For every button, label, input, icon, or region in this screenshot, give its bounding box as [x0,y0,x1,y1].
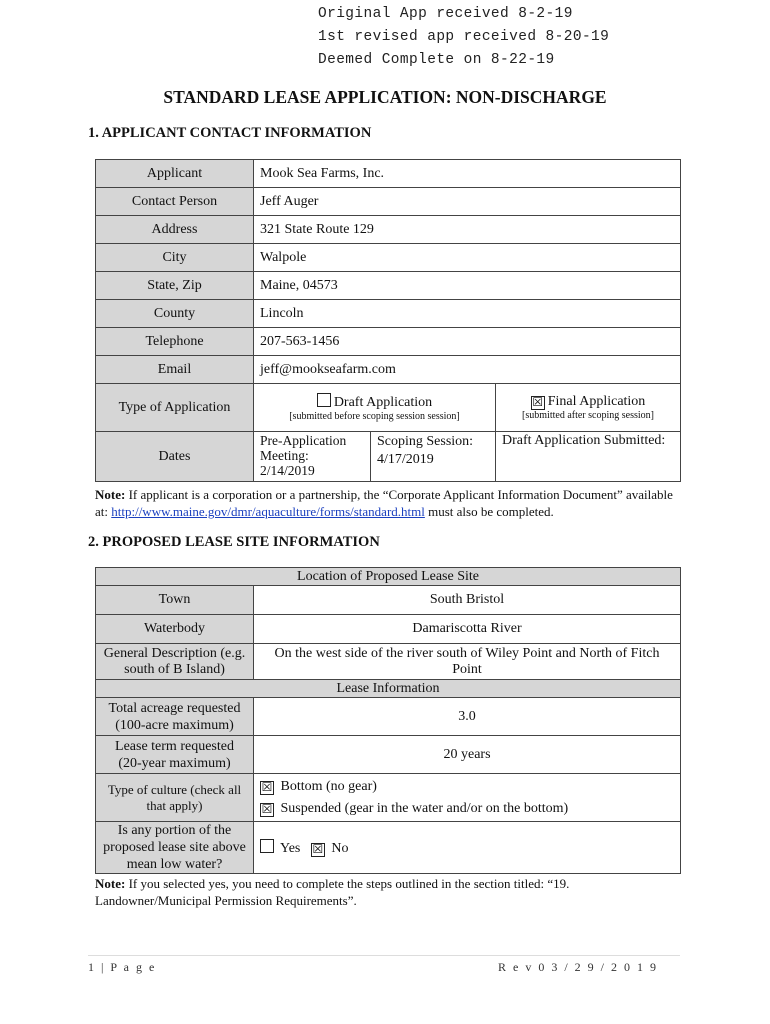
label-email: Email [96,356,254,384]
section-1-heading: 1. APPLICANT CONTACT INFORMATION [88,125,372,141]
value-address: 321 State Route 129 [254,216,681,244]
final-application-label: Final Application [547,394,646,409]
draft-submitted-cell: Draft Application Submitted: [496,432,681,482]
yes-label: Yes [279,840,301,856]
scoping-session-label: Scoping Session: [377,434,474,449]
bottom-culture-checkbox[interactable]: ☒ [261,779,273,794]
label-lease-term: Lease term requested (20-year maximum) [96,736,254,774]
note-1-bold: Note: [95,487,126,502]
value-telephone: 207-563-1456 [254,328,681,356]
label-state-zip: State, Zip [96,272,254,300]
label-address: Address [96,216,254,244]
final-application-note: [submitted after scoping session] [522,410,654,421]
scoping-session-cell [371,432,496,482]
standard-form-link[interactable]: http://www.maine.gov/dmr/aquaculture/forms/standard.html [111,504,425,519]
label-waterbody: Waterbody [96,615,254,644]
final-application-checkbox[interactable]: ☒ [532,395,544,409]
label-type-of-culture: Type of culture (check all that apply) [96,774,254,822]
value-acreage: 3.0 [254,698,681,736]
label-general-description: General Description (e.g. south of B Island) [96,644,254,680]
culture-options [254,774,681,822]
final-application-option[interactable] [496,384,681,432]
yes-checkbox[interactable] [260,839,274,853]
suspended-culture-checkbox[interactable]: ☒ [261,801,273,816]
page-number: 1 | P a g e [88,960,157,974]
draft-application-label: Draft Application [333,395,433,410]
note-1-text: If applicant is a corporation or a partnership, the “Corporate Applicant Information Document” available at: [95,487,673,519]
value-email: jeff@mookseafarm.com [254,356,681,384]
pre-application-meeting-cell [254,432,371,482]
label-city: City [96,244,254,272]
note-2-bold: Note: [95,876,126,891]
corporate-note [95,486,680,520]
no-label: No [331,840,349,856]
permission-note [95,875,680,909]
label-contact-person: Contact Person [96,188,254,216]
received-stamp-line-3: Deemed Complete on 8-22-19 [318,52,555,68]
label-acreage: Total acreage requested (100-acre maximum) [96,698,254,736]
applicant-contact-table [95,159,681,482]
above-low-water-options [254,822,681,874]
received-stamp-line-2: 1st revised app received 8-20-19 [318,29,610,45]
value-applicant: Mook Sea Farms, Inc. [254,160,681,188]
value-county: Lincoln [254,300,681,328]
revision-date: R e v 0 3 / 2 9 / 2 0 1 9 [498,960,658,974]
value-contact-person: Jeff Auger [254,188,681,216]
received-stamp-line-1: Original App received 8-2-19 [318,6,573,22]
value-general-description: On the west side of the river south of Wiley Point and North of Fitch Point [254,644,681,680]
label-dates: Dates [96,432,254,482]
value-lease-term: 20 years [254,736,681,774]
value-town: South Bristol [254,586,681,615]
suspended-culture-label: Suspended (gear in the water and/or on the bottom) [280,800,569,816]
note-2-text: If you selected yes, you need to complete the steps outlined in the section titled: “19. Landowner/Municipal Permission Requirements”. [95,876,570,908]
label-type-of-application: Type of Application [96,384,254,432]
value-city: Walpole [254,244,681,272]
pre-application-label: Pre-Application Meeting: [260,433,347,463]
no-checkbox[interactable]: ☒ [312,841,324,856]
bottom-culture-label: Bottom (no gear) [280,778,377,794]
pre-application-date: 2/14/2019 [260,463,315,478]
section-2-heading: 2. PROPOSED LEASE SITE INFORMATION [88,534,380,550]
draft-application-note: [submitted before scoping session session] [289,411,460,422]
label-applicant: Applicant [96,160,254,188]
lease-site-table [95,567,681,874]
scoping-session-date: 4/17/2019 [377,452,434,467]
label-above-low-water: Is any portion of the proposed lease site above mean low water? [96,822,254,874]
label-telephone: Telephone [96,328,254,356]
location-header: Location of Proposed Lease Site [96,568,681,586]
value-waterbody: Damariscotta River [254,615,681,644]
label-county: County [96,300,254,328]
label-town: Town [96,586,254,615]
draft-application-checkbox[interactable] [317,393,331,407]
value-state-zip: Maine, 04573 [254,272,681,300]
lease-information-header: Lease Information [96,680,681,698]
note-1-tail: must also be completed. [424,504,554,519]
draft-application-option[interactable] [254,384,496,432]
document-title: STANDARD LEASE APPLICATION: NON-DISCHARGE [163,87,607,107]
footer-divider [88,955,680,956]
